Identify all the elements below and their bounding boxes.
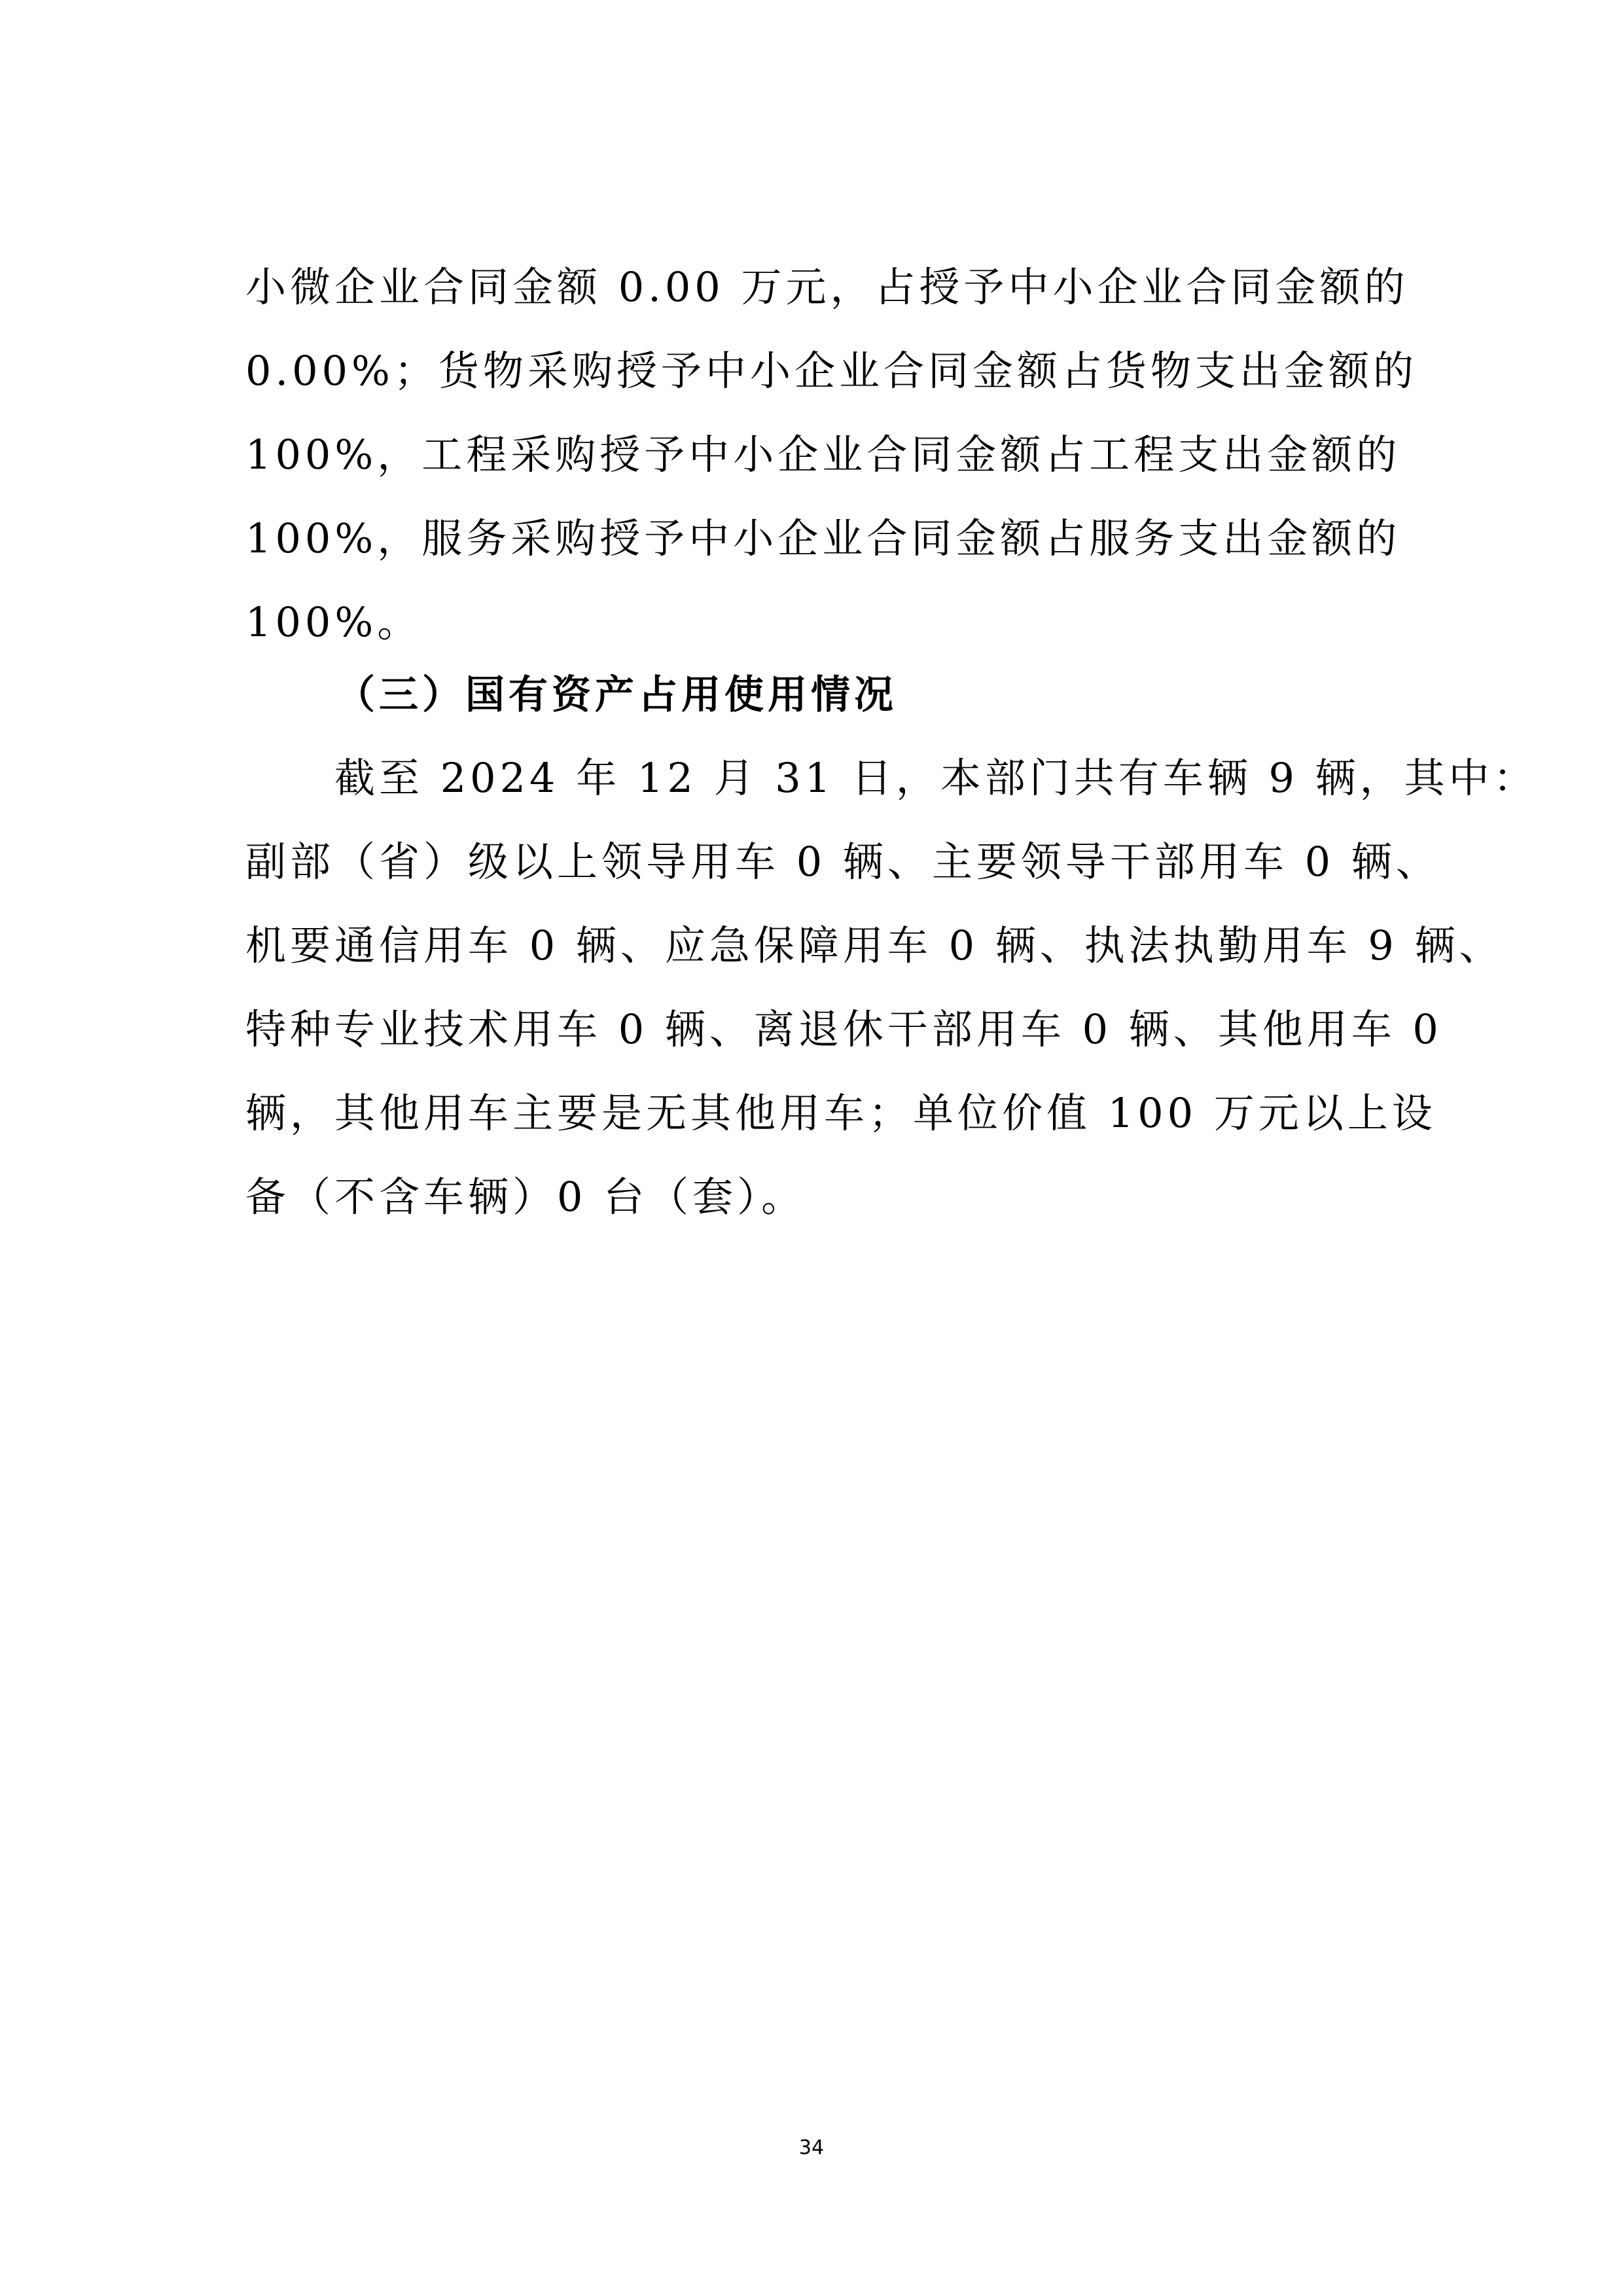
paragraph-line: 0.00%；货物采购授予中小企业合同金额占货物支出金额的 xyxy=(245,347,1418,395)
paragraph-line: 特种专业技术用车 0 辆、离退休干部用车 0 辆、其他用车 0 xyxy=(245,1005,1442,1053)
paragraph-line: 100%，服务采购授予中小企业合同金额占服务支出金额的 xyxy=(245,514,1401,562)
paragraph-line: 小微企业合同金额 0.00 万元，占授予中小企业合同金额的 xyxy=(245,263,1409,311)
paragraph-line: 机要通信用车 0 辆、应急保障用车 0 辆、执法执勤用车 9 辆、 xyxy=(245,922,1504,969)
paragraph-line: 100%，工程采购授予中小企业合同金额占工程支出金额的 xyxy=(245,431,1401,478)
paragraph-line: 截至 2024 年 12 月 31 日，本部门共有车辆 9 辆，其中： xyxy=(334,754,1538,802)
state-assets-paragraph xyxy=(245,736,1538,1239)
paragraph-line: 备（不含车辆）0 台（套）。 xyxy=(245,1173,806,1221)
page-number: 34 xyxy=(798,2136,825,2159)
paragraph-line: 辆，其他用车主要是无其他用车；单位价值 100 万元以上设 xyxy=(245,1089,1436,1137)
paragraph-line: 副部（省）级以上领导用车 0 辆、主要领导干部用车 0 辆、 xyxy=(245,838,1440,886)
paragraph-line: 100%。 xyxy=(245,598,422,646)
section-heading: （三）国有资产占用使用情况 xyxy=(336,672,897,718)
procurement-paragraph xyxy=(245,245,1418,664)
